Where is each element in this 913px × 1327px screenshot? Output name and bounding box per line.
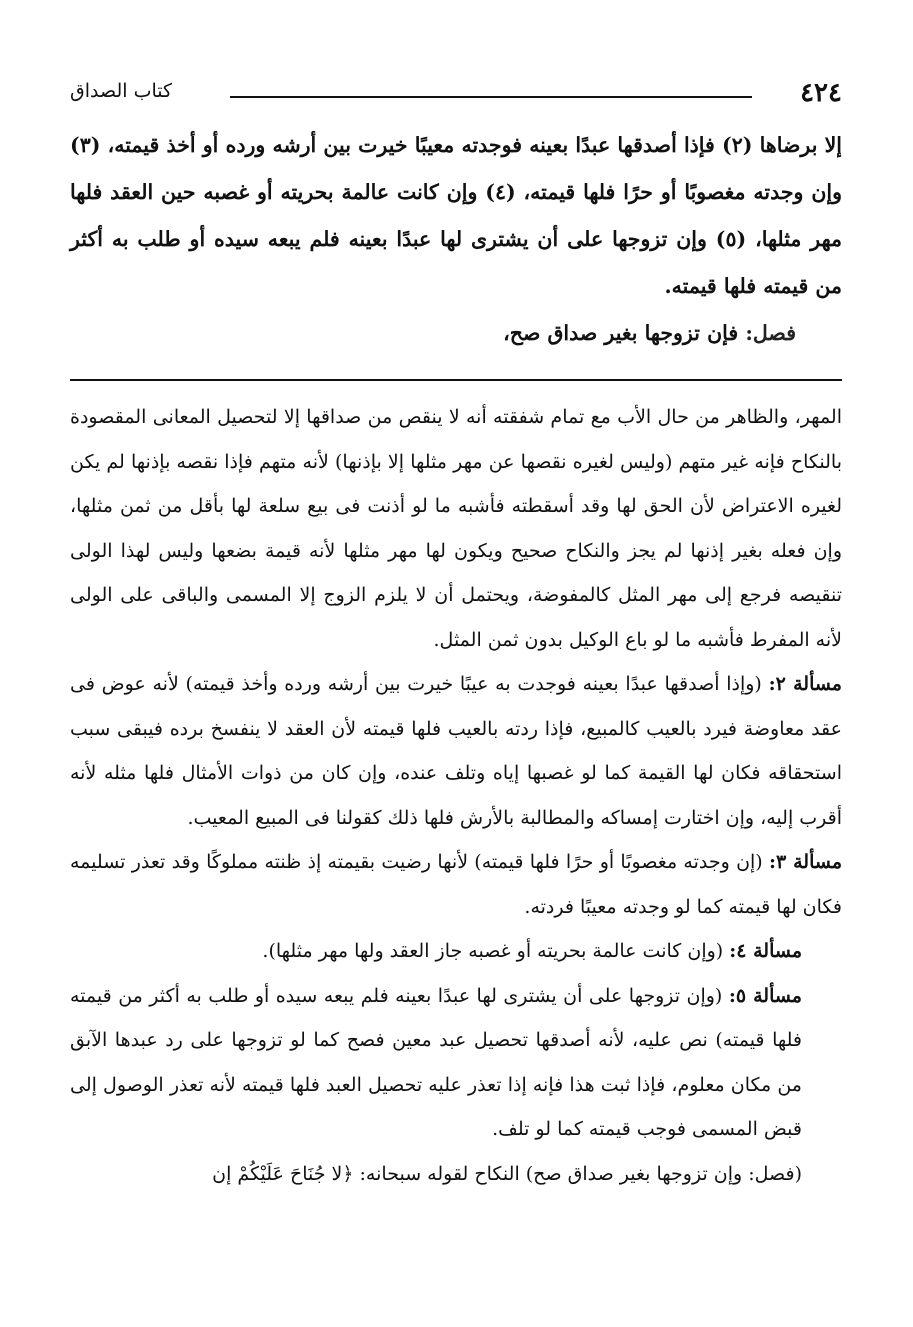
header-rule xyxy=(230,96,752,98)
page xyxy=(70,78,842,1196)
commentary-paragraph: المهر، والظاهر من حال الأب مع تمام شفقته أنه لا ينقص من صداقها إلا لتحصيل المعانى المقصودة بالنكاح فإنه غير متهم (وليس لغيره نقصها عن مهر مثلها إلا بإذنها) لأنه متهم فإذا نقصه بإذنها لم يكن لغيره الاعتراض لأن الحق لها وقد أسقطته فأشبه ما لو أذنت فى بيع سلعة لها بأقل من ثمن مثلها، وإن فعله بغير إذنها لم يجز والنكاح صحيح ويكون لها مهر مثلها لأنه قيمة بضعها وليس لهذا الولى تنقيصه فرجع إلى مهر المثل كالمفوضة، ويحتمل أن لا يلزم الزوج إلا المسمى والباقى على الولى لأنه المفرط فأشبه ما لو باع الوكيل بدون ثمن المثل. xyxy=(70,406,842,651)
fasl-heading xyxy=(70,310,842,357)
masala-3-label: مسألة ٣: xyxy=(769,851,842,873)
masala-5-label: مسألة ٥: xyxy=(728,984,802,1007)
masala-4-text: (وإن كانت عالمة بحريته أو غصبه جاز العقد ولها مهر مثلها). xyxy=(262,940,724,962)
masala-3-text: (إن وجدته مغصوبًا أو حرًا فلها قيمته) لأنها رضيت بقيمته إذ ظنته مملوكًا وقد تعذر تسليمه فكان لها قيمته كما لو وجدته معيبًا فردته. xyxy=(70,851,842,918)
masala-4 xyxy=(70,929,842,974)
page-number: ٤٢٤ xyxy=(800,78,842,108)
fasl-label: فصل: xyxy=(745,321,796,345)
running-header xyxy=(70,78,842,110)
fasl-commentary: (فصل: وإن تزوجها بغير صداق صح) النكاح لقوله سبحانه: ﴿لا جُنَاحَ عَلَيْكُمْ إن xyxy=(212,1162,802,1185)
masala-2 xyxy=(70,662,842,840)
fasl-text: فإن تزوجها بغير صداق صح، xyxy=(503,321,739,345)
commentary xyxy=(70,395,842,1196)
masala-4-label: مسألة ٤: xyxy=(729,940,802,962)
book-title: كتاب الصداق xyxy=(70,80,173,102)
masala-3 xyxy=(70,840,842,929)
masala-5 xyxy=(70,974,842,1152)
masala-2-text: (وإذا أصدقها عبدًا بعينه فوجدت به عيبًا خيرت بين أرشه ورده وأخذ قيمته) لأنه عوض فى عقد معاوضة فيرد بالعيب كالمبيع، فإذا ردته بالعيب فلها قيمته لأن العقد لا ينفسخ برده فيبقى سبب استحقاقه فكان لها القيمة كما لو غصبها إياه وتلف عنده، وإن كان من ذوات الأمثال فلها مثله لأنه أقرب إليه، وإن اختارت إمساكه والمطالبة بالأرش فلها ذلك كقولنا فى المبيع المعيب. xyxy=(70,673,842,829)
masala-5-text: (وإن تزوجها على أن يشترى لها عبدًا بعينه فلم يبعه سيده أو طلب به أكثر من قيمته فلها قيمته) نص عليه، لأنه أصدقها تحصيل عبد معين فصح كما لو تزوجها على رد عبدها الآبق من مكان معلوم، فإذا ثبت هذا فإنه إذا تعذر عليه تحصيل العبد فلها قيمته لأنه تعذر الوصول إلى قبض المسمى فوجب قيمته كما لو تلف. xyxy=(70,984,802,1140)
matn-paragraph: إلا برضاها (٢) فإذا أصدقها عبدًا بعينه فوجدته معيبًا خيرت بين أرشه ورده أو أخذ قيمته، (٣) وإن وجدته مغصوبًا أو حرًا فلها قيمته، (٤) وإن كانت عالمة بحريته أو غصبه حين العقد فلها مهر مثلها، (٥) وإن تزوجها على أن يشترى لها عبدًا بعينه فلم يبعه سيده أو طلب به أكثر من قيمته فلها قيمته. xyxy=(70,133,843,298)
masala-2-label: مسألة ٢: xyxy=(768,673,842,695)
main-text xyxy=(70,122,842,357)
separator-rule xyxy=(70,379,842,381)
